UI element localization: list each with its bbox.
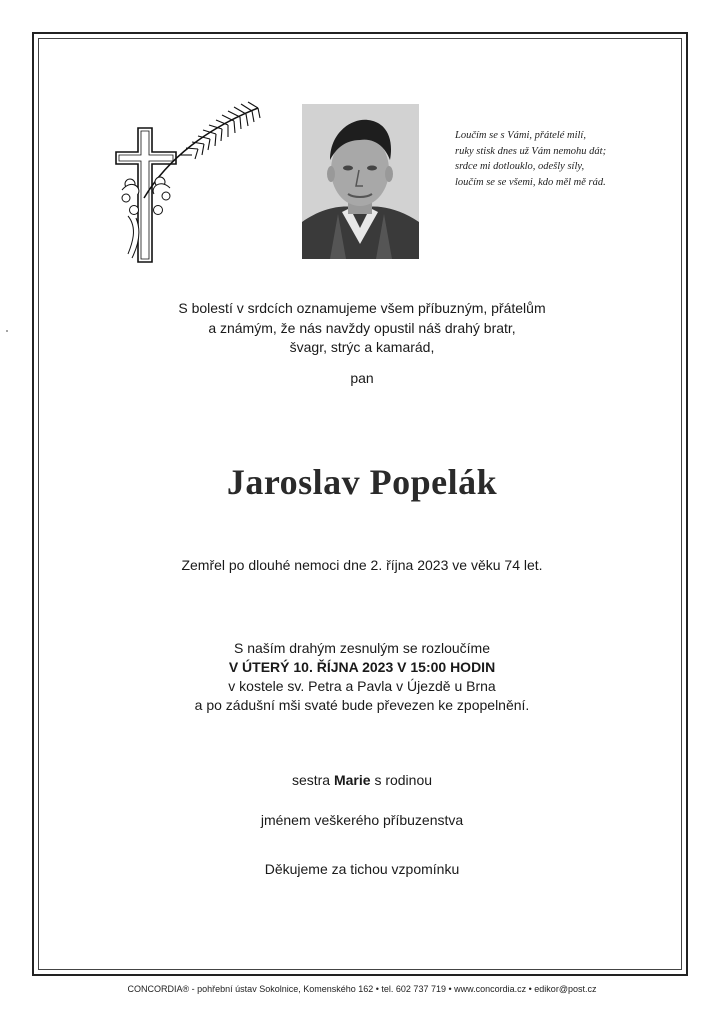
mourner-prefix: sestra: [291, 772, 331, 788]
salutation: pan: [350, 370, 374, 386]
mourner-suffix: s rodinou: [374, 772, 433, 788]
ceremony-place: v kostele sv. Petra a Pavla v Újezdě u Brna: [228, 678, 496, 694]
announcement-line: S bolestí v srdcích oznamujeme všem příbuzným, přátelům: [178, 300, 546, 316]
death-statement: Zemřel po dlouhé nemoci dne 2. října 2023 ve věku 74 let.: [181, 557, 543, 573]
announcement-line: a známým, že nás navždy opustil náš drahý bratr,: [208, 319, 516, 336]
mourner-name: Marie: [333, 772, 371, 788]
poem-line: ruky stisk dnes už Vám nemohu dát;: [455, 145, 607, 157]
ceremony-datetime: V ÚTERÝ 10. ŘÍJNA 2023 V 15:00 HODIN: [228, 659, 496, 675]
ceremony-after: a po zádušní mši svaté bude převezen ke zpopelnění.: [194, 697, 530, 713]
poem-line: Loučím se s Vámi, přátelé milí,: [455, 130, 586, 141]
funeral-home-footer: CONCORDIA® - pohřební ústav Sokolnice, Komenského 162 • tel. 602 737 719 • www.concordia.cz • edikor@post.cz: [127, 984, 597, 994]
ceremony-info: [0, 639, 724, 715]
poem-line: loučím se se všemi, kdo měl mě rád.: [455, 176, 606, 188]
poem-line: srdce mi dotlouklo, odešly síly,: [455, 161, 585, 172]
deceased-name: Jaroslav Popelák: [226, 462, 498, 502]
portrait-photo: [302, 104, 419, 259]
relatives-line: jménem veškerého příbuzenstva: [260, 812, 464, 828]
announcement-line: švagr, strýc a kamarád,: [289, 339, 435, 355]
cross-with-palm-icon: [108, 98, 268, 270]
thanks-line: Děkujeme za tichou vzpomínku: [264, 861, 460, 877]
ceremony-intro: S naším drahým zesnulým se rozloučíme: [234, 640, 490, 656]
announcement-text: [0, 299, 724, 358]
farewell-poem: [455, 128, 685, 190]
mourners-line: [0, 772, 724, 788]
